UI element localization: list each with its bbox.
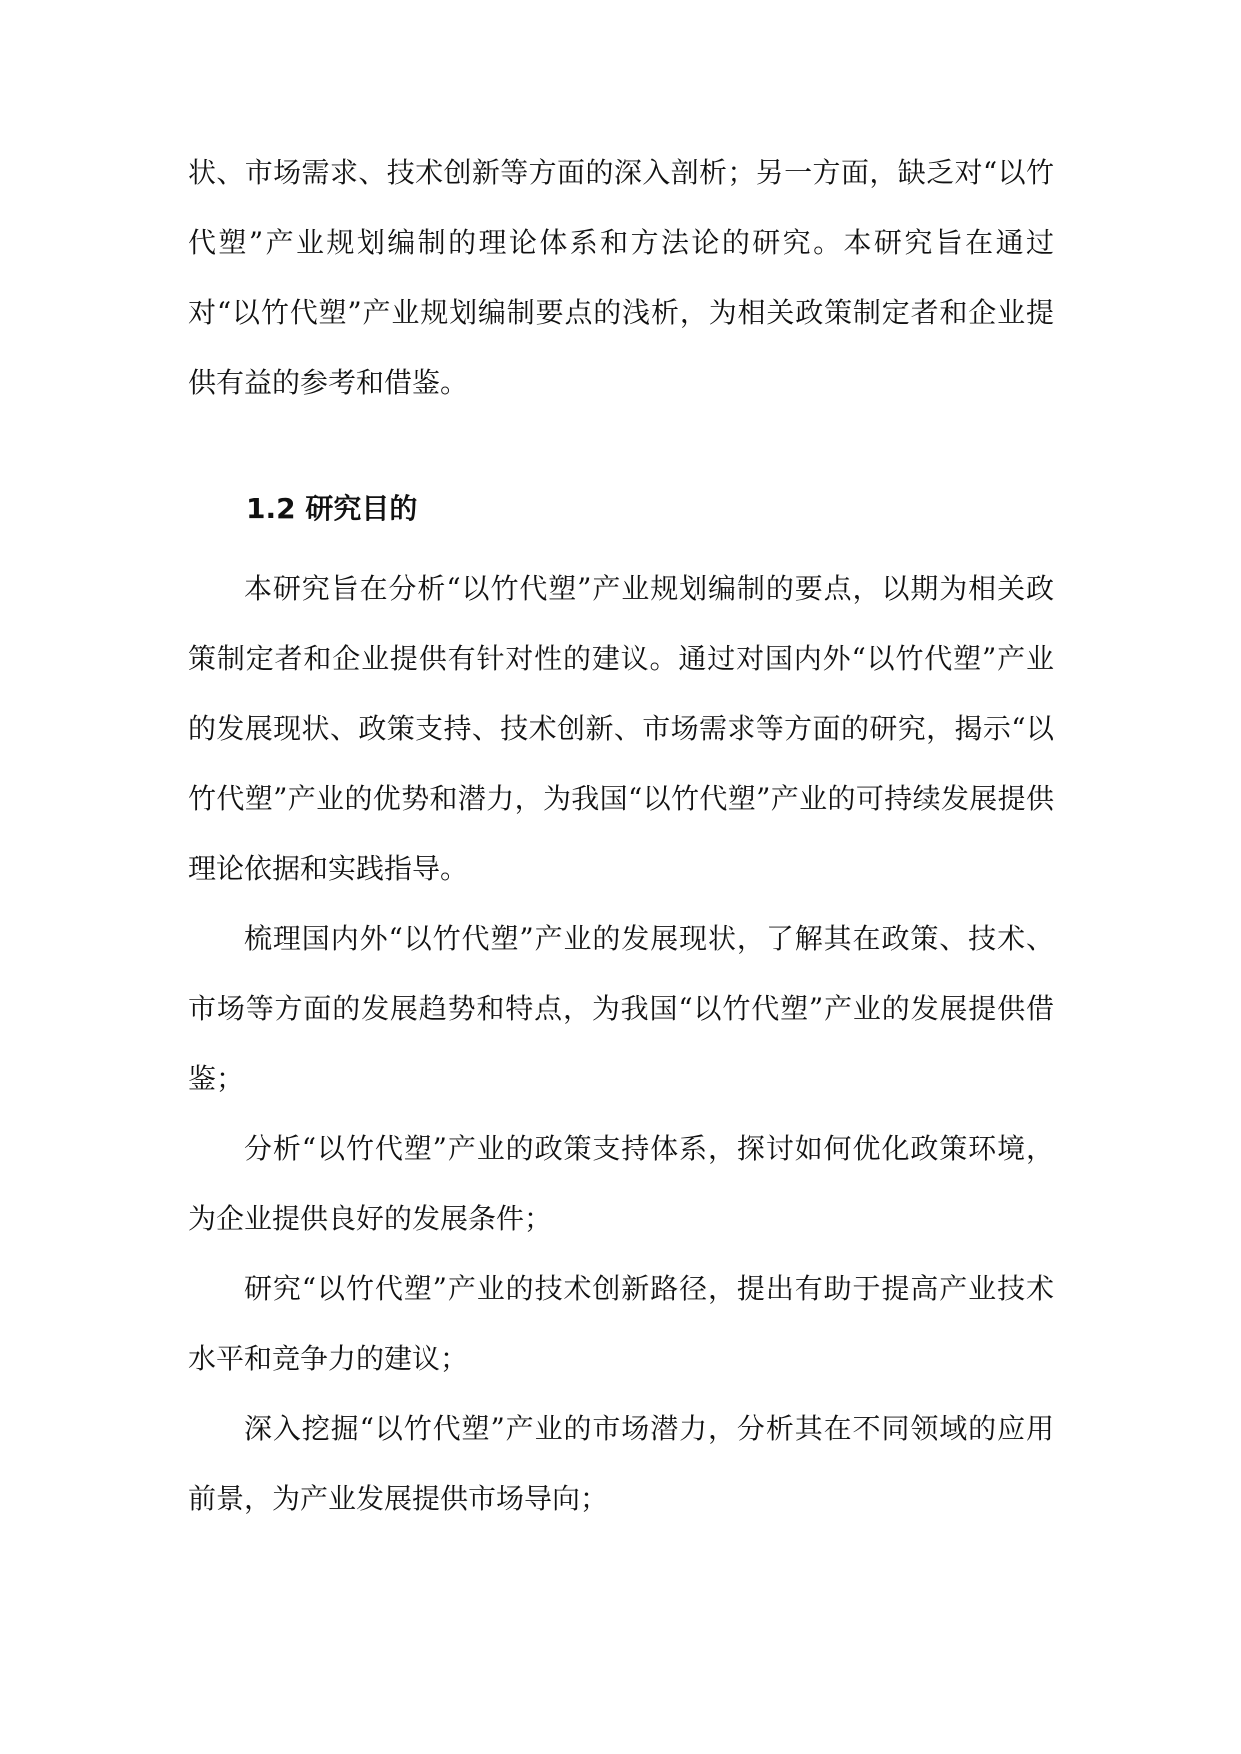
paragraph-technology: 研究“以竹代塑”产业的技术创新路径，提出有助于提高产业技术水平和竞争力的建议； bbox=[188, 1272, 1054, 1375]
paragraph-status: 梳理国内外“以竹代塑”产业的发展现状，了解其在政策、技术、市场等方面的发展趋势和特点，为我国“以竹代塑”产业的发展提供借鉴； bbox=[188, 922, 1054, 1095]
continuation-paragraph: 状、市场需求、技术创新等方面的深入剖析；另一方面，缺乏对“以竹代塑”产业规划编制的理论体系和方法论的研究。本研究旨在通过对“以竹代塑”产业规划编制要点的浅析，为相关政策制定者和企业提供有益的参考和借鉴。 bbox=[188, 156, 1054, 399]
section-heading: 1.2 研究目的 bbox=[246, 492, 418, 525]
intro-text-block bbox=[188, 138, 1054, 418]
body-text-block bbox=[188, 554, 1054, 1534]
paragraph-policy: 分析“以竹代塑”产业的政策支持体系，探讨如何优化政策环境，为企业提供良好的发展条件； bbox=[188, 1132, 1054, 1235]
paragraph-purpose: 本研究旨在分析“以竹代塑”产业规划编制的要点，以期为相关政策制定者和企业提供有针对性的建议。通过对国内外“以竹代塑”产业的发展现状、政策支持、技术创新、市场需求等方面的研究，揭示“以竹代塑”产业的优势和潜力，为我国“以竹代塑”产业的可持续发展提供理论依据和实践指导。 bbox=[188, 572, 1054, 885]
paragraph-market: 深入挖掘“以竹代塑”产业的市场潜力，分析其在不同领域的应用前景，为产业发展提供市场导向； bbox=[188, 1412, 1054, 1515]
